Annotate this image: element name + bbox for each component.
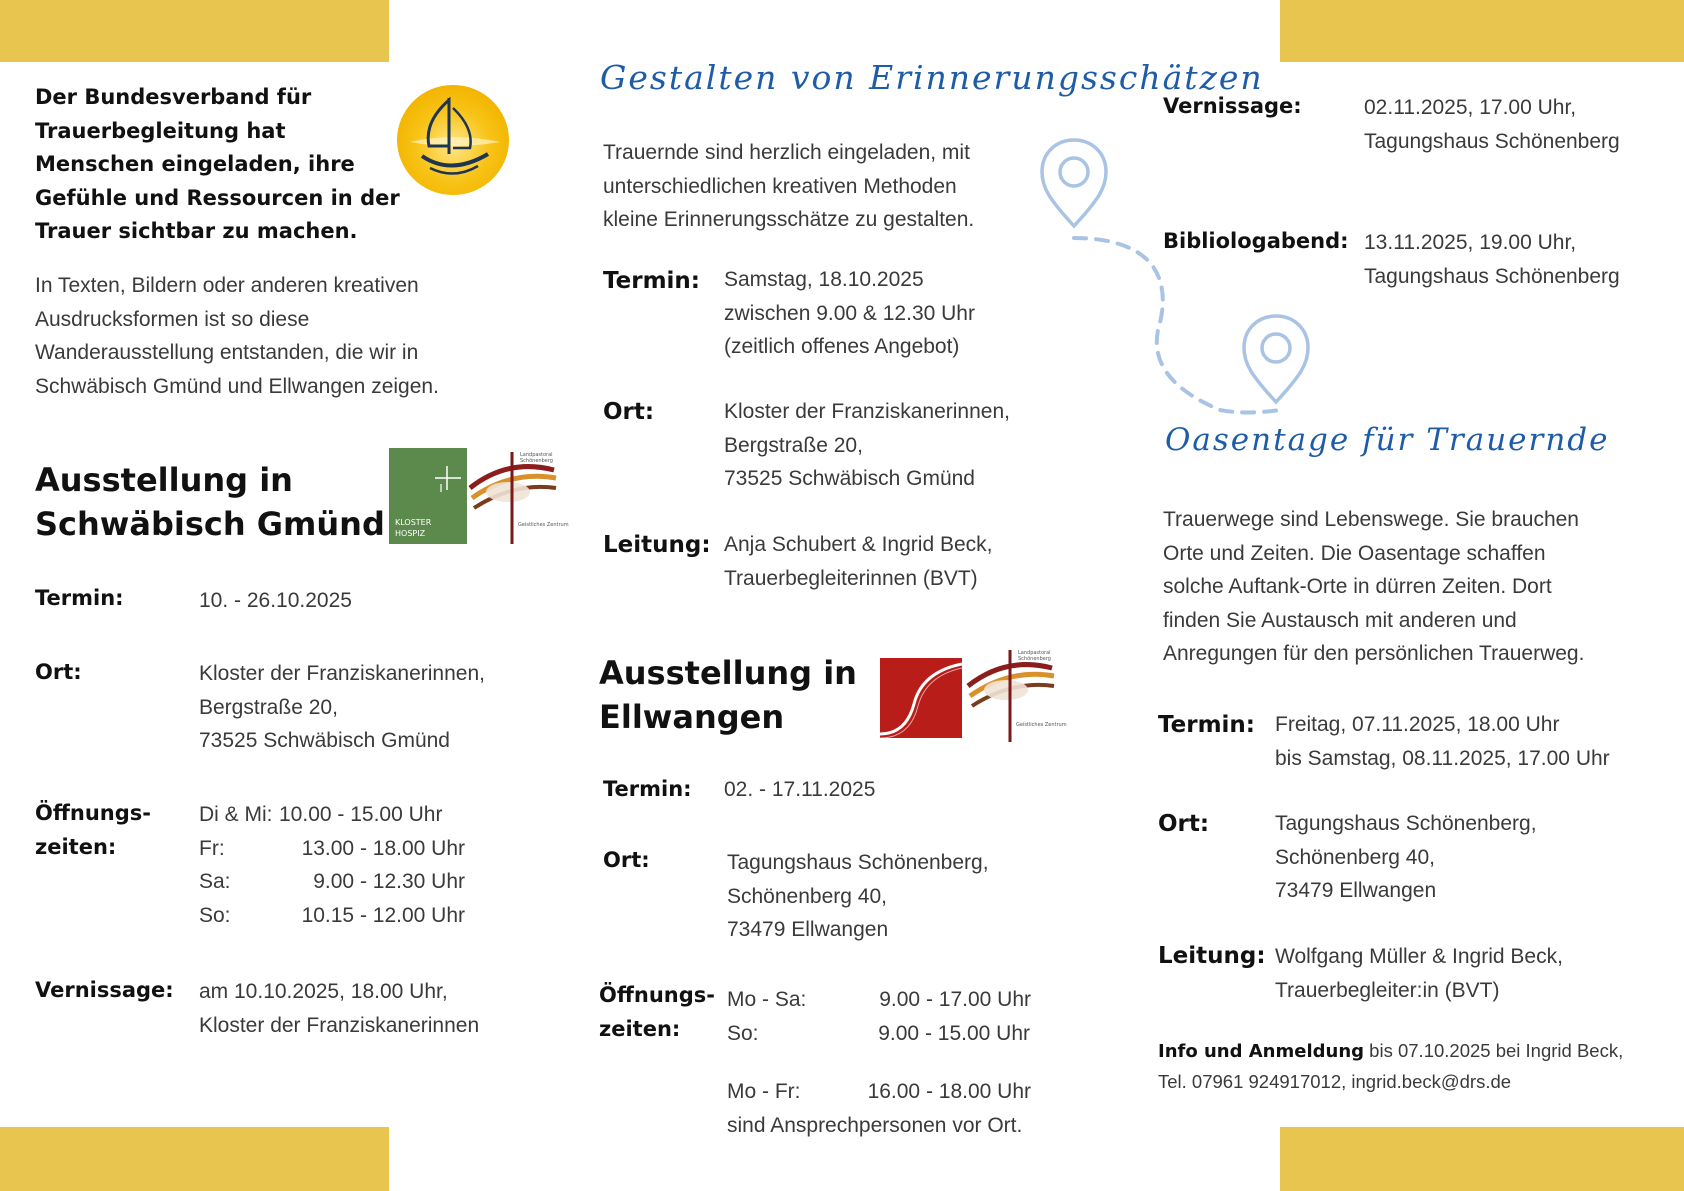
ort-line: 73479 Ellwangen — [727, 918, 889, 941]
intro-line: Wanderausstellung entstanden, die wir in — [35, 341, 419, 364]
hours-row — [727, 983, 1031, 1017]
intro-line: unterschiedlichen kreativen Methoden — [603, 174, 957, 198]
oeffnungszeiten-label — [35, 797, 151, 864]
ort-line: 73525 Schwäbisch Gmünd — [724, 467, 975, 490]
intro-line: Orte und Zeiten. Die Oasentage schaffen — [1163, 541, 1546, 565]
info-contact-line: Tel. 07961 924917012, ingrid.beck@drs.de — [1158, 1071, 1512, 1092]
hours-day: Mo - Sa: — [727, 988, 807, 1011]
ort-line: Tagungshaus Schönenberg, — [727, 851, 989, 874]
termin-label: Termin: — [603, 268, 700, 294]
intro-bold-line: Gefühle und Ressourcen in der — [35, 185, 400, 210]
hours-row — [199, 899, 465, 933]
label-line: Öffnungs- — [599, 983, 715, 1007]
hospiz-logo-line: KLOSTER — [395, 518, 432, 527]
heading-ellwangen — [599, 651, 857, 739]
heading-line: Ausstellung in — [599, 654, 857, 692]
vernissage-line: Kloster der Franziskanerinnen — [199, 1013, 480, 1037]
landpastoral-logo-line: Landpastoral — [520, 452, 553, 458]
leitung-line: Trauerbegleiter:in (BVT) — [1275, 978, 1500, 1002]
intro-line: Trauernde sind herzlich eingeladen, mit — [603, 141, 970, 164]
ort-line: 73525 Schwäbisch Gmünd — [199, 729, 450, 752]
vernissage-value — [199, 975, 479, 1042]
kloster-hospiz-logo — [389, 448, 467, 544]
vernissage-line: Tagungshaus Schönenberg — [1364, 129, 1620, 153]
hours-time: 9.00 - 12.30 Uhr — [313, 870, 465, 893]
ort-value — [1275, 807, 1537, 908]
ort-value — [724, 395, 1010, 496]
termin-value: 02. - 17.11.2025 — [724, 778, 876, 801]
ort-line: 73479 Ellwangen — [1275, 879, 1437, 902]
ort-line: Schönenberg 40, — [727, 884, 887, 908]
script-title-oasentage: Oasentage für Trauernde — [1165, 422, 1610, 458]
landpastoral-logo-line: Landpastoral — [1018, 650, 1051, 656]
termin-line: Samstag, 18.10.2025 — [724, 268, 924, 291]
termin-label: Termin: — [35, 586, 124, 610]
intro-line: kleine Erinnerungsschätze zu gestalten. — [603, 208, 975, 231]
ellwangen-logo — [880, 658, 962, 738]
label-line: Öffnungs- — [35, 801, 151, 825]
intro-bold-line: Menschen eingeladen, ihre — [35, 152, 355, 176]
intro-line: Schwäbisch Gmünd und Ellwangen zeigen. — [35, 374, 439, 398]
bundesverband-logo — [396, 84, 510, 196]
intro-line: Anregungen für den persönlichen Trauerweg. — [1163, 642, 1585, 665]
landpastoral-logo — [468, 448, 569, 548]
contact-row — [727, 1075, 1031, 1109]
ort-label: Ort: — [603, 848, 650, 872]
hours-row — [199, 798, 465, 832]
landpastoral-logo-line: Schönenberg — [1018, 656, 1051, 662]
intro-bold-line: Trauerbegleitung hat — [35, 118, 286, 143]
vernissage-value — [1364, 91, 1620, 158]
hours-time: 10.00 - 15.00 Uhr — [279, 803, 443, 826]
landpastoral-logo-bottom: Geistliches Zentrum — [1016, 722, 1067, 728]
hours-day: So: — [727, 1021, 759, 1045]
vernissage-line: 02.11.2025, 17.00 Uhr, — [1364, 96, 1577, 119]
info-anmeldung — [1158, 1036, 1623, 1097]
ort-label: Ort: — [1158, 811, 1210, 837]
intro-bold-text — [35, 81, 400, 249]
ort-line: Kloster der Franziskanerinnen, — [724, 400, 1010, 423]
hours-row — [727, 1017, 1031, 1051]
ort-value — [727, 846, 989, 947]
intro-line: solche Auftank-Orte in dürren Zeiten. Dort — [1163, 575, 1552, 598]
label-line: zeiten: — [599, 1016, 681, 1041]
hours-row — [199, 865, 465, 899]
intro-line: Ausdrucksformen ist so diese — [35, 307, 310, 331]
contact-note: sind Ansprechpersonen vor Ort. — [727, 1113, 1023, 1137]
ort-label: Ort: — [603, 399, 655, 425]
leitung-value — [1275, 940, 1563, 1007]
sailboat-icon — [396, 84, 510, 196]
heading-line: Ellwangen — [599, 698, 785, 736]
hours-time: 10.15 - 12.00 Uhr — [301, 903, 465, 927]
ort-line: Bergstraße 20, — [199, 695, 338, 719]
info-rest: bis 07.10.2025 bei Ingrid Beck, — [1364, 1040, 1624, 1061]
hours-day: Sa: — [199, 870, 231, 893]
termin-line: bis Samstag, 08.11.2025, 17.00 Uhr — [1275, 746, 1610, 770]
intro-line: finden Sie Austausch mit anderen und — [1163, 608, 1517, 632]
heading-line: Schwäbisch Gmünd — [35, 505, 385, 543]
contact-info — [727, 1075, 1031, 1142]
intro-line: In Texten, Bildern oder anderen kreativen — [35, 274, 419, 297]
termin-line: Freitag, 07.11.2025, 18.00 Uhr — [1275, 713, 1560, 736]
contact-time: 16.00 - 18.00 Uhr — [867, 1080, 1031, 1103]
bibliologabend-value — [1364, 226, 1620, 293]
left-panel — [0, 0, 570, 1191]
contact-day: Mo - Fr: — [727, 1080, 801, 1103]
ort-line: Kloster der Franziskanerinnen, — [199, 662, 485, 685]
termin-value — [1275, 708, 1610, 775]
right-panel — [1150, 0, 1684, 1191]
ort-value — [199, 657, 485, 758]
leitung-label: Leitung: — [1158, 943, 1266, 969]
intro-bold-line: Trauer sichtbar zu machen. — [35, 219, 358, 243]
hospiz-logo-line: HOSPIZ — [395, 529, 426, 538]
info-bold: Info und Anmeldung — [1158, 1041, 1365, 1062]
intro-line: Trauerwege sind Lebenswege. Sie brauchen — [1163, 508, 1579, 531]
hours-day: Di & Mi: — [199, 803, 273, 826]
termin-value: 10. - 26.10.2025 — [199, 589, 352, 612]
hours-time: 13.00 - 18.00 Uhr — [301, 836, 465, 860]
label-line: zeiten: — [35, 834, 117, 859]
leitung-line: Trauerbegleiterinnen (BVT) — [724, 566, 978, 590]
landpastoral-logo-bottom: Geistliches Zentrum — [518, 522, 569, 528]
intro-bold-line: Der Bundesverband für — [35, 85, 312, 109]
vernissage-label: Vernissage: — [35, 978, 174, 1002]
script-title-erinnerungsschaetze: Gestalten von Erinnerungsschätzen — [600, 58, 1264, 97]
vernissage-line: am 10.10.2025, 18.00 Uhr, — [199, 980, 448, 1003]
leitung-value — [724, 528, 992, 595]
location-pin-icon — [1042, 140, 1106, 226]
oeffnungszeiten-table — [727, 983, 1031, 1050]
ort-line: Bergstraße 20, — [724, 433, 863, 457]
landpastoral-logo-line: Schönenberg — [520, 458, 553, 464]
right-intro-text — [1163, 503, 1678, 671]
leitung-line: Anja Schubert & Ingrid Beck, — [724, 533, 993, 556]
ellwangen-emblem-icon — [880, 658, 962, 738]
bibliolog-line: 13.11.2025, 19.00 Uhr, — [1364, 231, 1577, 254]
landpastoral-logo — [966, 646, 1067, 746]
ort-label: Ort: — [35, 660, 82, 684]
intro-text — [35, 269, 555, 403]
ort-line: Schönenberg 40, — [1275, 845, 1435, 869]
middle-intro-text — [603, 136, 1073, 237]
leitung-label: Leitung: — [603, 532, 711, 558]
bibliologabend-label: Bibliologabend: — [1163, 229, 1349, 253]
vernissage-label: Vernissage: — [1163, 94, 1302, 118]
hours-time: 9.00 - 15.00 Uhr — [878, 1021, 1030, 1045]
hours-day: Fr: — [199, 836, 225, 860]
oeffnungszeiten-table — [199, 798, 465, 932]
heading-schwaebisch-gmuend — [35, 458, 385, 546]
bibliolog-line: Tagungshaus Schönenberg — [1364, 264, 1620, 288]
termin-label: Termin: — [603, 777, 692, 801]
oeffnungszeiten-label — [599, 979, 715, 1046]
hours-day: So: — [199, 903, 231, 927]
termin-line: (zeitlich offenes Angebot) — [724, 335, 960, 358]
termin-value — [724, 263, 975, 364]
hours-row — [199, 832, 465, 866]
info-line — [1158, 1036, 1623, 1067]
heading-line: Ausstellung in — [35, 461, 293, 499]
termin-label: Termin: — [1158, 712, 1255, 738]
leitung-line: Wolfgang Müller & Ingrid Beck, — [1275, 945, 1563, 968]
hours-time: 9.00 - 17.00 Uhr — [879, 988, 1031, 1011]
termin-line: zwischen 9.00 & 12.30 Uhr — [724, 301, 975, 325]
ort-line: Tagungshaus Schönenberg, — [1275, 812, 1537, 835]
